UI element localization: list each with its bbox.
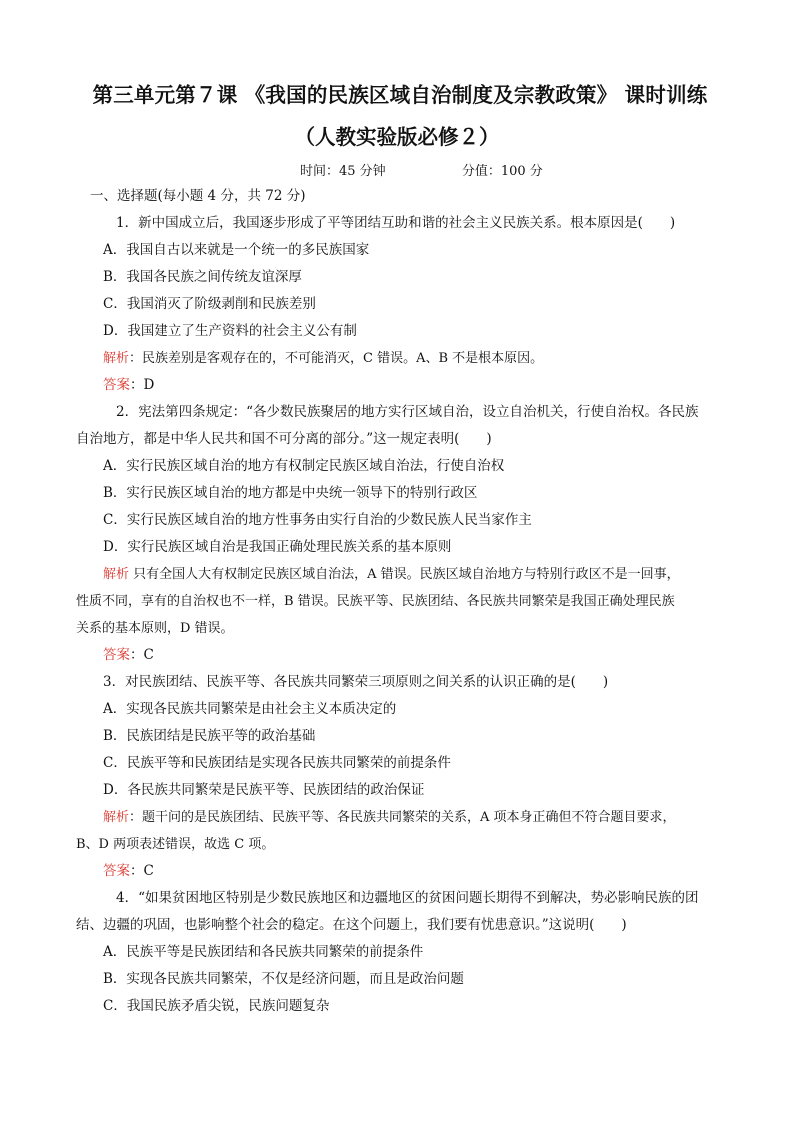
question-2-answer: 答案：C [103,647,154,663]
analysis-label: 解析 [103,810,130,825]
question-1-answer: 答案：D [103,377,155,393]
page-subtitle: （人教实验版必修２） [294,125,500,149]
section-heading: 一、选择题(每小题 4 分，共 72 分) [90,188,306,204]
question-3-analysis-line-1: 解析：题干问的是民族团结、民族平等、各民族共同繁荣的关系，A 项本身正确但不符合题目要求， [103,810,676,825]
question-4-option-a: A．民族平等是民族团结和各民族共同繁荣的前提条件 [103,944,424,960]
question-3-answer: 答案：C [103,863,154,879]
question-1-stem: 1．新中国成立后，我国逐步形成了平等团结互助和谐的社会主义民族关系。根本原因是( ) [116,215,676,231]
question-3-analysis-line-2: B、D 两项表述错误，故选 C 项。 [76,837,275,852]
question-4-option-c: C．我国民族矛盾尖锐，民族问题复杂 [103,998,330,1014]
time-limit: 时间：45 分钟 [300,164,386,179]
question-4-stem-line-1: 4．“如果贫困地区特别是少数民族地区和边疆地区的贫困问题长期得不到解决，势必影响民族的团 [116,890,699,906]
question-1-analysis: 解析：民族差别是客观存在的，不可能消灭，C 错误。A、B 不是根本原因。 [103,351,544,366]
question-2-analysis-line-1: 解析 只有全国人大有权制定民族区域自治法，A 错误。民族区域自治地方与特别行政区不是一回事， [103,567,680,582]
question-1-option-d: D．我国建立了生产资料的社会主义公有制 [103,323,357,339]
answer-label: 答案 [103,863,130,879]
question-3-option-c: C．民族平等和民族团结是实现各民族共同繁荣的前提条件 [103,755,451,771]
question-2-option-b: B．实行民族区域自治的地方都是中央统一领导下的特别行政区 [103,485,478,501]
question-2-option-c: C．实行民族区域自治的地方性事务由实行自治的少数民族人民当家作主 [103,512,532,528]
question-2-stem-line-1: 2．宪法第四条规定：“各少数民族聚居的地方实行区域自治，设立自治机关，行使自治权。各民族 [116,404,699,420]
question-1-option-b: B．我国各民族之间传统友谊深厚 [103,269,302,285]
answer-label: 答案 [103,377,130,393]
question-3-option-a: A．实现各民族共同繁荣是由社会主义本质决定的 [103,701,397,717]
analysis-label: 解析 [103,567,130,582]
question-2-option-d: D．实行民族区域自治是我国正确处理民族关系的基本原则 [103,539,452,555]
question-1-option-c: C．我国消灭了阶级剥削和民族差别 [103,296,316,312]
exam-meta [300,160,543,179]
question-3-stem: 3．对民族团结、民族平等、各民族共同繁荣三项原则之间关系的认识正确的是( ) [103,674,609,690]
question-2-analysis-line-2: 性质不同，享有的自治权也不一样，B 错误。民族平等、民族团结、各民族共同繁荣是我国正确处理民族 [76,594,675,609]
question-3-option-d: D．各民族共同繁荣是民族平等、民族团结的政治保证 [103,782,425,798]
total-score: 分值：100 分 [461,164,543,179]
page-title: 第三单元第７课 《我国的民族区域自治制度及宗教政策》 课时训练 [92,83,708,107]
question-4-option-b: B．实现各民族共同繁荣，不仅是经济问题，而且是政治问题 [103,971,464,987]
question-4-stem-line-2: 结、边疆的巩固，也影响整个社会的稳定。在这个问题上，我们要有忧患意识。”这说明( ) [76,917,627,933]
question-1-option-a: A．我国自古以来就是一个统一的多民族国家 [103,242,370,258]
question-list [76,183,719,1020]
question-2-analysis-line-3: 关系的基本原则，D 错误。 [76,621,234,636]
analysis-label: 解析 [103,351,130,366]
answer-label: 答案 [103,647,130,663]
question-3-option-b: B．民族团结是民族平等的政治基础 [103,728,316,744]
question-2-option-a: A．实行民族区域自治的地方有权制定民族区域自治法，行使自治权 [103,458,505,474]
question-2-stem-line-2: 自治地方，都是中华人民共和国不可分离的部分。”这一规定表明( ) [76,431,492,447]
